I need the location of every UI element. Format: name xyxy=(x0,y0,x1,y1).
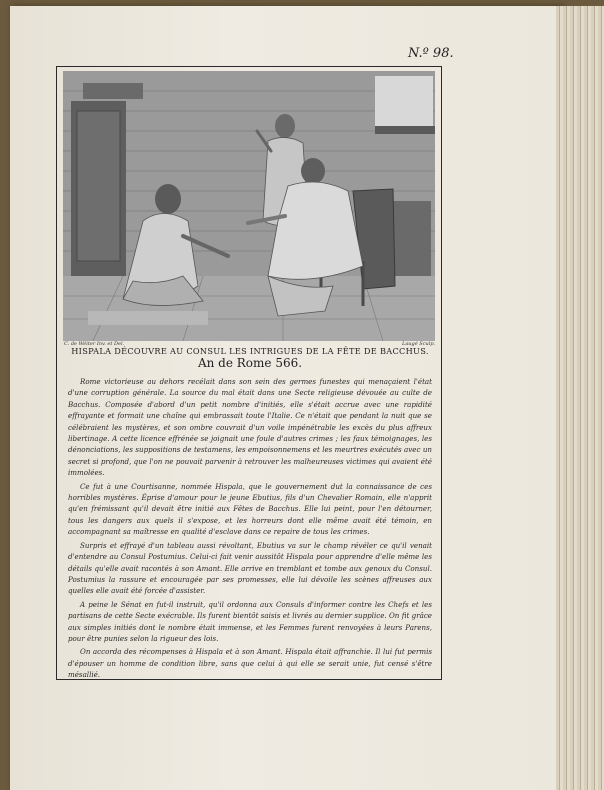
engraving-credit-left: C. de Wéiter Inv. et Del. xyxy=(64,341,125,347)
paragraph: Ce fut à une Courtisanne, nommée Hispala, que le gouvernement dut la connaissance de ces horribles mystères. Éprise d'amour pour le jeune Ebutius, fils d'un Chevalier Romain, elle n'apprit qu'en frémissant qu'il devait être initié aux Fêtes de Bacchus. Elle lui peint, pour l'en détourner, tous les dangers aux quels il s'expose, et les horreurs dont elle même avait été témoin, en accompagnant sa maîtresse en qualité d'esclave dans ce repaire de tous les crimes. xyxy=(68,481,432,537)
engraving-caption: HISPALA DÉCOUVRE AU CONSUL LES INTRIGUES DE LA FÊTE DE BACCHUS. xyxy=(71,346,429,356)
paragraph: On accorda des récompenses à Hispala et à son Amant. Hispala était affranchie. Il lui fut permis d'épouser un homme de condition libre, sans que celui à qui elle se serait unie, fut censé s'être mésallié. xyxy=(68,647,432,680)
paragraph: Rome victorieuse au dehors recélait dans son sein des germes funestes qui menaçaient l'état d'une corruption générale. La source du mal était dans une Secte religieuse dévouée au culte de Bacchus. Composée d'abord d'un petit nombre d'initiés, elle s'était accrue avec une rapidité effrayante et formait une chaîne qui embrassait toute l'Italie. Ce n'était que pendant la nuit que se célébraient les mystères, et son ombre couvrait d'un voile impénétrable les excès du plus affreux libertinage. A cette licence effrénée se joignait une foule d'autres crimes ; les faux témoignages, les dénonciations, les suppositions de testamens, les empoisonnemens et les meurtres exécutés avec un secret si profond, que l'on ne pouvait parvenir à retrouver les malheureuses victimes qui avaient été immolées. xyxy=(68,377,432,478)
paragraph: Surpris et effrayé d'un tableau aussi révoltant, Ebutius va sur le champ révéler ce qu'il venait d'entendre au Consul Postumius. Celui-ci fait venir aussitôt Hispala pour apprendre d'elle même les détails qu'elle avait racontés à son Amant. Elle arrive en tremblant et tombe aux genoux du Consul. Postumius la rassure et encouragée par ses promesses, elle lui dévoile les scènes affreuses aux quelles elle avait été forcée d'assister. xyxy=(68,540,432,596)
narrative-text xyxy=(68,376,432,683)
page-edges xyxy=(556,6,604,790)
engraving-scene xyxy=(63,71,435,341)
engraving-illustration xyxy=(63,71,435,341)
date-subtitle: An de Rome 566. xyxy=(197,356,303,370)
paragraph: A peine le Sénat en fut-il instruit, qu'il ordonna aux Consuls d'informer contre les Chefs et les partisans de cette Secte exécrable. Ils furent bientôt saisis et livrés au dernier supplice. On fit grâce aux simples initiés dont le nombre était immense, et les Femmes furent renvoyées à leurs Parens, pour être punies selon la rigueur des lois. xyxy=(68,599,432,643)
plate-number: N.º 98. xyxy=(408,46,454,61)
engraving-credit-right: Laugé Sculp. xyxy=(402,341,436,347)
